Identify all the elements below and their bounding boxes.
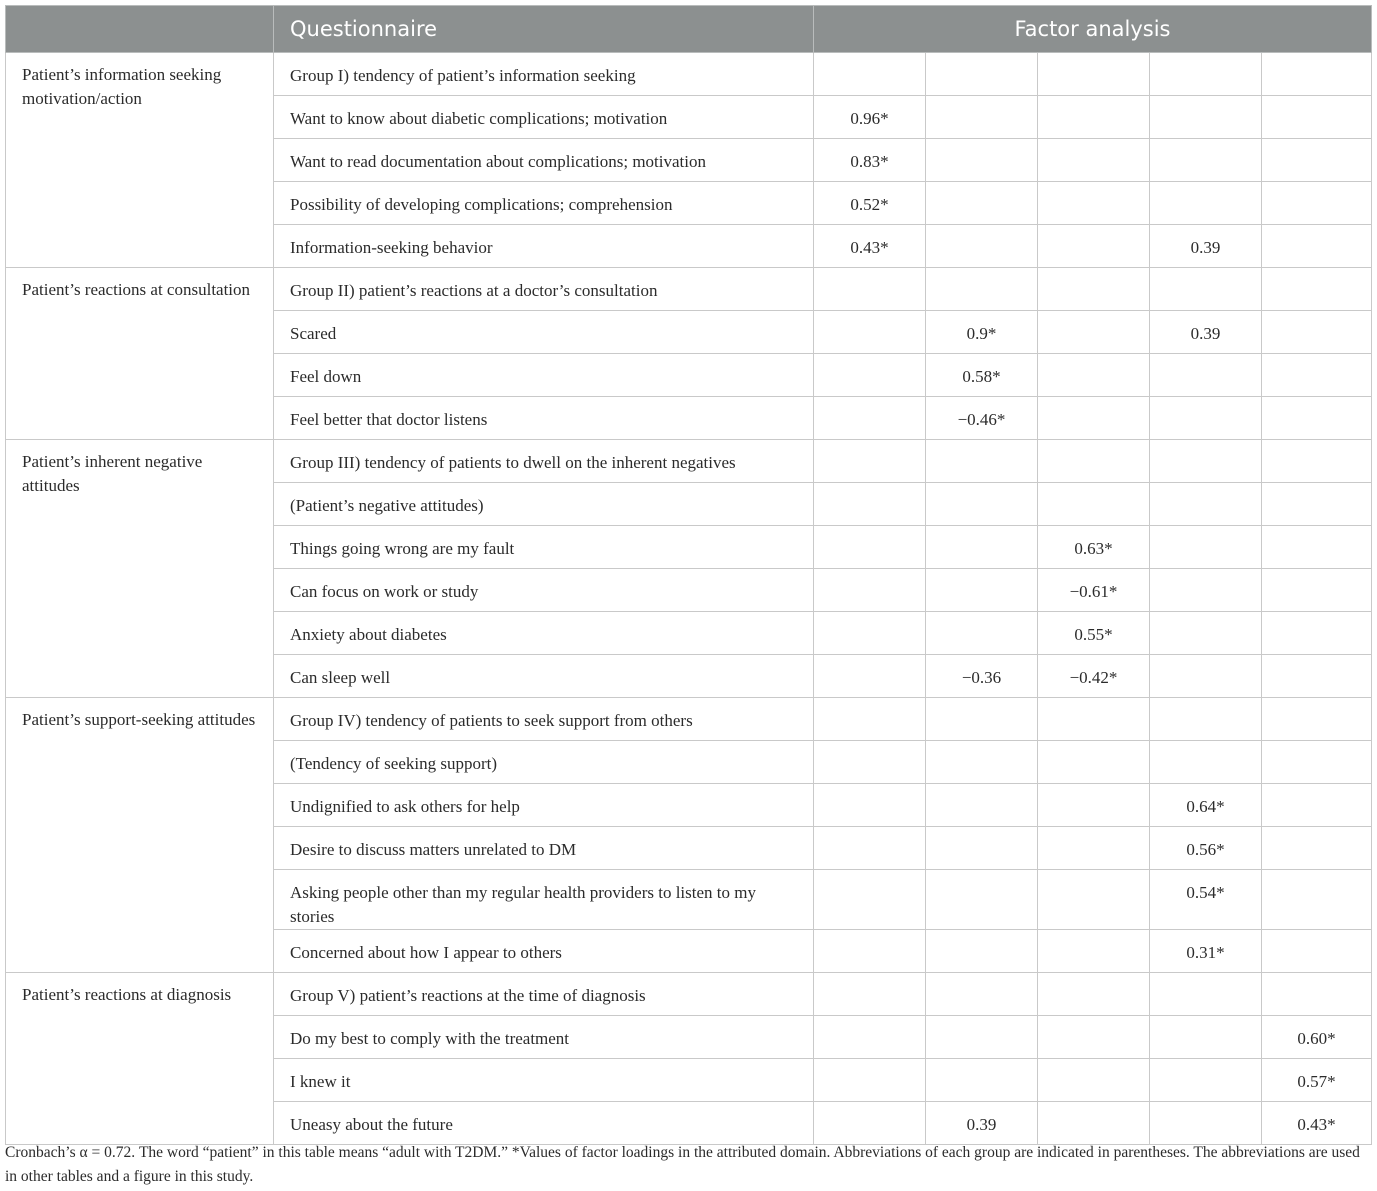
table-row <box>6 268 1372 311</box>
item-cell: Want to read documentation about complications; motivation <box>274 139 814 182</box>
factor-3-loading <box>1038 741 1150 784</box>
factor-5-loading <box>1262 784 1372 827</box>
factor-1-loading <box>814 870 926 930</box>
factor-3-loading <box>1038 354 1150 397</box>
factor-2-loading <box>926 526 1038 569</box>
factor-5-loading <box>1262 526 1372 569</box>
table-footnote: Cronbach’s α = 0.72. The word “patient” in this table means “adult with T2DM.” *Values of factor loadings in the attributed domain. Abbreviations of each group are indicated in parentheses. The abbreviations are used in other tables and a figure in this study. <box>5 1144 1360 1185</box>
item-cell: Desire to discuss matters unrelated to DM <box>274 827 814 870</box>
factor-4-loading <box>1150 698 1262 741</box>
table-row <box>6 698 1372 741</box>
factor-2-loading: 0.39 <box>926 1102 1038 1145</box>
factor-2-loading <box>926 268 1038 311</box>
item-cell: Information-seeking behavior <box>274 225 814 268</box>
category-cell: Patient’s reactions at consultation <box>6 268 274 440</box>
factor-2-loading <box>926 225 1038 268</box>
factor-1-loading <box>814 1102 926 1145</box>
factor-4-loading: 0.64* <box>1150 784 1262 827</box>
factor-1-loading <box>814 784 926 827</box>
item-cell: Do my best to comply with the treatment <box>274 1016 814 1059</box>
item-cell: Want to know about diabetic complications; motivation <box>274 96 814 139</box>
table-row <box>6 973 1372 1016</box>
factor-2-loading <box>926 440 1038 483</box>
factor-4-loading: 0.31* <box>1150 930 1262 973</box>
factor-1-loading <box>814 655 926 698</box>
factor-2-loading <box>926 569 1038 612</box>
factor-5-loading <box>1262 655 1372 698</box>
factor-3-loading: 0.63* <box>1038 526 1150 569</box>
factor-5-loading <box>1262 612 1372 655</box>
factor-3-loading <box>1038 870 1150 930</box>
factor-1-loading <box>814 354 926 397</box>
factor-4-loading <box>1150 612 1262 655</box>
factor-5-loading <box>1262 311 1372 354</box>
factor-4-loading <box>1150 483 1262 526</box>
factor-5-loading <box>1262 973 1372 1016</box>
item-cell: Undignified to ask others for help <box>274 784 814 827</box>
factor-4-loading: 0.54* <box>1150 870 1262 930</box>
factor-3-loading: 0.55* <box>1038 612 1150 655</box>
factor-1-loading: 0.43* <box>814 225 926 268</box>
factor-1-loading <box>814 268 926 311</box>
factor-2-loading <box>926 53 1038 96</box>
item-cell: Concerned about how I appear to others <box>274 930 814 973</box>
factor-3-loading <box>1038 827 1150 870</box>
factor-1-loading <box>814 612 926 655</box>
table-row <box>6 440 1372 483</box>
factor-5-loading <box>1262 741 1372 784</box>
factor-4-loading <box>1150 1059 1262 1102</box>
factor-5-loading <box>1262 182 1372 225</box>
category-cell: Patient’s information seeking motivation/action <box>6 53 274 268</box>
factor-5-loading <box>1262 268 1372 311</box>
factor-2-loading <box>926 483 1038 526</box>
factor-5-loading <box>1262 53 1372 96</box>
factor-5-loading: 0.60* <box>1262 1016 1372 1059</box>
factor-1-loading: 0.52* <box>814 182 926 225</box>
item-cell: Anxiety about diabetes <box>274 612 814 655</box>
factor-2-loading: 0.58* <box>926 354 1038 397</box>
header-factor-analysis: Factor analysis <box>814 6 1372 53</box>
item-cell: Can focus on work or study <box>274 569 814 612</box>
factor-3-loading <box>1038 1102 1150 1145</box>
factor-1-loading <box>814 741 926 784</box>
item-cell: Scared <box>274 311 814 354</box>
factor-3-loading <box>1038 1059 1150 1102</box>
table-header-row <box>6 6 1372 53</box>
factor-3-loading <box>1038 973 1150 1016</box>
factor-analysis-table-container <box>5 5 1371 1145</box>
item-cell: Group IV) tendency of patients to seek support from others <box>274 698 814 741</box>
factor-4-loading <box>1150 569 1262 612</box>
factor-4-loading <box>1150 268 1262 311</box>
factor-1-loading <box>814 1059 926 1102</box>
factor-3-loading <box>1038 784 1150 827</box>
factor-3-loading <box>1038 53 1150 96</box>
factor-5-loading <box>1262 397 1372 440</box>
factor-5-loading <box>1262 96 1372 139</box>
factor-2-loading <box>926 1059 1038 1102</box>
factor-5-loading: 0.43* <box>1262 1102 1372 1145</box>
factor-4-loading <box>1150 526 1262 569</box>
factor-3-loading <box>1038 930 1150 973</box>
factor-1-loading <box>814 973 926 1016</box>
factor-1-loading <box>814 1016 926 1059</box>
category-cell: Patient’s support-seeking attitudes <box>6 698 274 973</box>
item-cell: Group III) tendency of patients to dwell on the inherent negatives <box>274 440 814 483</box>
factor-1-loading <box>814 397 926 440</box>
item-cell: (Patient’s negative attitudes) <box>274 483 814 526</box>
factor-3-loading <box>1038 225 1150 268</box>
factor-4-loading: 0.39 <box>1150 311 1262 354</box>
factor-3-loading <box>1038 96 1150 139</box>
item-cell: Feel down <box>274 354 814 397</box>
item-cell: Possibility of developing complications; comprehension <box>274 182 814 225</box>
factor-5-loading <box>1262 139 1372 182</box>
factor-3-loading <box>1038 698 1150 741</box>
factor-4-loading: 0.56* <box>1150 827 1262 870</box>
factor-1-loading: 0.96* <box>814 96 926 139</box>
factor-5-loading <box>1262 930 1372 973</box>
factor-2-loading <box>926 784 1038 827</box>
factor-4-loading <box>1150 655 1262 698</box>
factor-5-loading <box>1262 483 1372 526</box>
item-cell: Things going wrong are my fault <box>274 526 814 569</box>
factor-4-loading <box>1150 397 1262 440</box>
factor-2-loading <box>926 612 1038 655</box>
factor-4-loading <box>1150 1102 1262 1145</box>
factor-3-loading <box>1038 139 1150 182</box>
factor-2-loading: 0.9* <box>926 311 1038 354</box>
factor-2-loading <box>926 870 1038 930</box>
category-cell: Patient’s inherent negative attitudes <box>6 440 274 698</box>
item-cell: Uneasy about the future <box>274 1102 814 1145</box>
category-cell: Patient’s reactions at diagnosis <box>6 973 274 1145</box>
factor-2-loading <box>926 930 1038 973</box>
item-cell: I knew it <box>274 1059 814 1102</box>
factor-3-loading <box>1038 311 1150 354</box>
item-cell: Feel better that doctor listens <box>274 397 814 440</box>
header-questionnaire: Questionnaire <box>274 6 814 53</box>
factor-1-loading <box>814 53 926 96</box>
factor-4-loading <box>1150 53 1262 96</box>
factor-2-loading <box>926 741 1038 784</box>
factor-3-loading <box>1038 397 1150 440</box>
factor-1-loading <box>814 698 926 741</box>
table-row <box>6 53 1372 96</box>
factor-5-loading <box>1262 698 1372 741</box>
factor-3-loading <box>1038 440 1150 483</box>
factor-3-loading <box>1038 1016 1150 1059</box>
factor-5-loading: 0.57* <box>1262 1059 1372 1102</box>
item-cell: Asking people other than my regular health providers to listen to my stories <box>274 870 814 930</box>
factor-3-loading <box>1038 483 1150 526</box>
factor-1-loading <box>814 311 926 354</box>
item-cell: (Tendency of seeking support) <box>274 741 814 784</box>
header-category <box>6 6 274 53</box>
factor-1-loading <box>814 483 926 526</box>
factor-2-loading <box>926 1016 1038 1059</box>
factor-5-loading <box>1262 870 1372 930</box>
factor-3-loading: −0.42* <box>1038 655 1150 698</box>
factor-2-loading <box>926 973 1038 1016</box>
factor-4-loading <box>1150 1016 1262 1059</box>
factor-analysis-table <box>5 5 1372 1145</box>
table-body <box>6 53 1372 1145</box>
factor-1-loading <box>814 827 926 870</box>
factor-1-loading <box>814 440 926 483</box>
factor-3-loading <box>1038 182 1150 225</box>
factor-1-loading <box>814 930 926 973</box>
factor-5-loading <box>1262 440 1372 483</box>
factor-5-loading <box>1262 354 1372 397</box>
item-cell: Group II) patient’s reactions at a doctor’s consultation <box>274 268 814 311</box>
item-cell: Group V) patient’s reactions at the time of diagnosis <box>274 973 814 1016</box>
factor-4-loading <box>1150 182 1262 225</box>
factor-2-loading <box>926 139 1038 182</box>
factor-1-loading <box>814 569 926 612</box>
factor-2-loading <box>926 182 1038 225</box>
factor-5-loading <box>1262 827 1372 870</box>
factor-1-loading: 0.83* <box>814 139 926 182</box>
item-cell: Can sleep well <box>274 655 814 698</box>
factor-1-loading <box>814 526 926 569</box>
factor-3-loading: −0.61* <box>1038 569 1150 612</box>
factor-2-loading <box>926 698 1038 741</box>
item-cell: Group I) tendency of patient’s information seeking <box>274 53 814 96</box>
factor-4-loading <box>1150 139 1262 182</box>
factor-4-loading <box>1150 741 1262 784</box>
factor-2-loading <box>926 96 1038 139</box>
factor-5-loading <box>1262 569 1372 612</box>
factor-2-loading <box>926 827 1038 870</box>
factor-4-loading: 0.39 <box>1150 225 1262 268</box>
factor-4-loading <box>1150 96 1262 139</box>
factor-4-loading <box>1150 440 1262 483</box>
factor-2-loading: −0.36 <box>926 655 1038 698</box>
factor-2-loading: −0.46* <box>926 397 1038 440</box>
factor-4-loading <box>1150 973 1262 1016</box>
factor-3-loading <box>1038 268 1150 311</box>
factor-4-loading <box>1150 354 1262 397</box>
factor-5-loading <box>1262 225 1372 268</box>
